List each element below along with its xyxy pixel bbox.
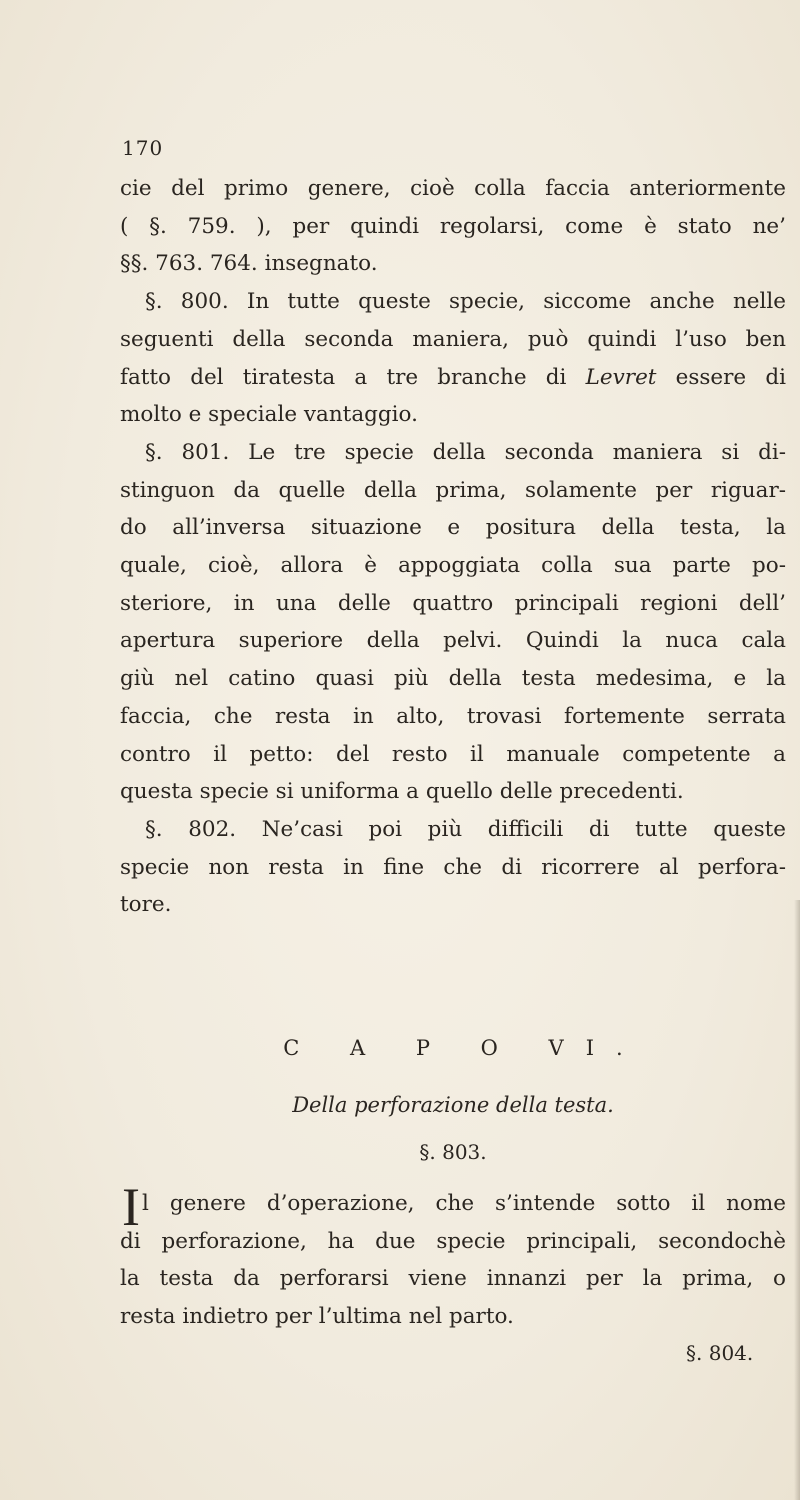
text-line: ( §. 759. ), per quindi regolarsi, come è stato ne’: [120, 213, 786, 239]
text-line: stinguon da quelle della prima, solamente per riguar-: [120, 477, 786, 503]
paragraph-803: [120, 1185, 786, 1336]
chapter-title: C A P O VI.: [283, 1036, 645, 1060]
text-line: §. 800. In tutte queste specie, siccome anche nelle: [145, 289, 786, 315]
text-line: §. 802. Ne’casi poi più difficili di tutte queste: [145, 816, 786, 842]
paragraph-802: [120, 811, 786, 924]
text-line: giù nel catino quasi più della testa medesima, e la: [120, 666, 786, 692]
text-line: specie non resta in fine che di ricorrere al perfora-: [120, 854, 786, 880]
text-fragment: essere di: [656, 364, 786, 390]
text-line: apertura superiore della pelvi. Quindi la nuca cala: [120, 628, 786, 654]
chapter-subtitle: Della perforazione della testa.: [292, 1093, 614, 1117]
paragraph-800: [120, 283, 786, 434]
page-number: 170: [122, 136, 164, 160]
text-line: tore.: [120, 892, 172, 918]
text-line: resta indietro per l’ultima nel parto.: [120, 1304, 514, 1330]
text-line: §§. 763. 764. insegnato.: [120, 251, 378, 277]
author-name-italic: Levret: [585, 364, 657, 390]
text-line: questa specie si uniforma a quello delle precedenti.: [120, 779, 684, 805]
text-line: cie del primo genere, cioè colla faccia anteriormente: [120, 176, 786, 201]
text-line: seguenti della seconda maniera, può quindi l’uso ben: [120, 326, 786, 352]
text-line: steriore, in una delle quattro principali regioni dell’: [120, 590, 786, 616]
catchword: §. 804.: [686, 1341, 754, 1365]
text-line: di perforazione, ha due specie principali, secondochè: [120, 1228, 786, 1254]
paragraph-801: [120, 434, 786, 811]
text-line: §. 801. Le tre specie della seconda maniera si di-: [145, 439, 786, 465]
text-line: faccia, che resta in alto, trovasi fortemente serrata: [120, 703, 786, 729]
text-line: do all’inversa situazione e positura della testa, la: [120, 515, 786, 541]
section-number: §. 803.: [419, 1140, 487, 1164]
text-line: molto e speciale vantaggio.: [120, 402, 418, 428]
text-line: la testa da perforarsi viene innanzi per la prima, o: [120, 1266, 786, 1292]
text-line: l genere d’operazione, che s’intende sotto il nome: [142, 1191, 786, 1216]
text-line: quale, cioè, allora è appoggiata colla sua parte po-: [120, 553, 786, 579]
drop-cap: I: [122, 1177, 140, 1237]
page-edge-shadow: [794, 900, 800, 1500]
paragraph-continuation: [120, 170, 786, 283]
text-line-with-italic: [120, 359, 786, 397]
text-fragment: fatto del tiratesta a tre branche di: [120, 364, 586, 390]
body-text: [120, 170, 786, 924]
text-line: contro il petto: del resto il manuale competente a: [120, 741, 786, 767]
